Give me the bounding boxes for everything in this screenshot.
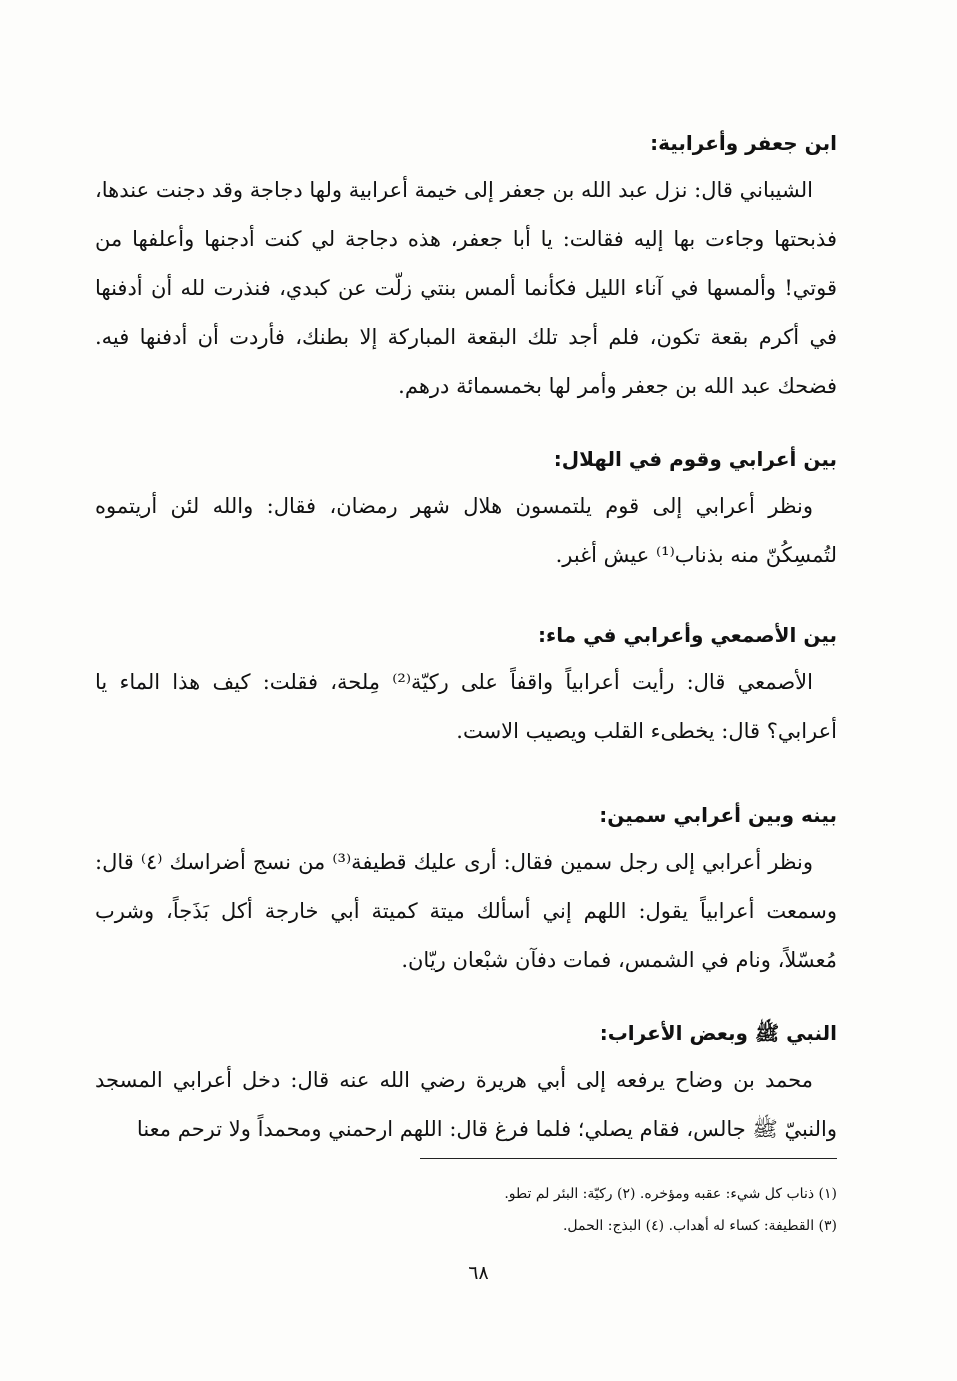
footnote-line: (١) ذناب كل شيء: عقبه ومؤخره. (٢) ركيّة: البئر لم تطو. xyxy=(504,1186,837,1202)
section-heading: بين الأصمعي وأعرابي في ماء: xyxy=(538,623,837,647)
section-heading: النبي ﷺ وبعض الأعراب: xyxy=(599,1021,837,1045)
section-ibn-jafar xyxy=(95,128,837,411)
section-text: الأصمعي قال: رأيت أعرابياً واقفاً على ركيّة⁽²⁾ مِلحة، فقلت: كيف هذا الماء يا أعرابي؟ قال: يخطىء القلب ويصيب الاست. xyxy=(95,670,837,743)
section-heading: بينه وبين أعرابي سمين: xyxy=(599,803,837,827)
footnote-divider xyxy=(420,1158,837,1159)
section-crescent xyxy=(95,444,837,580)
section-heading: ابن جعفر وأعرابية: xyxy=(650,131,837,155)
section-text: ونظر أعرابي إلى رجل سمين فقال: أرى عليك قطيفة⁽³⁾ من نسج أضراسك ⁽٤⁾ قال: وسمعت أعرابياً يقول: اللهم إني أسألك ميتة كميتة أبي خارجة أكل بَذَجاً، وشرب مُعسّلاً، ونام في الشمس، فمات دفآن شبْعان ريّان. xyxy=(95,850,837,972)
section-text: محمد بن وضاح يرفعه إلى أبي هريرة رضي الله عنه قال: دخل أعرابي المسجد والنبيّ ﷺ جالس، فقام يصلي؛ فلما فرغ قال: اللهم ارحمني ومحمداً ولا ترحم معنا xyxy=(95,1068,837,1141)
section-text: ونظر أعرابي إلى قوم يلتمسون هلال شهر رمضان، فقال: والله لئن أريتموه لتُمسِكُنّ منه بذناب⁽¹⁾ عيش أغبر. xyxy=(95,494,837,567)
page-number: ٦٨ xyxy=(468,1262,489,1284)
section-text: الشيباني قال: نزل عبد الله بن جعفر إلى خيمة أعرابية ولها دجاجة وقد دجنت عندها، فذبحتها وجاءت بها إليه فقالت: يا أبا جعفر، هذه دجاجة لي كنت أدجنها وأعلفها من قوتي! وألمسها في آناء الليل فكأنما ألمس بنتي زلّت عن كبدي، فنذرت لله أن أدفنها في أكرم بقعة تكون، فلم أجد تلك البقعة المباركة إلا بطنك، فأردت أن أدفنها فيه. فضحك عبد الله بن جعفر وأمر لها بخمسمائة درهم. xyxy=(95,178,837,398)
section-heading: بين أعرابي وقوم في الهلال: xyxy=(553,447,837,471)
section-prophet xyxy=(95,1018,837,1154)
footnotes xyxy=(420,1178,837,1242)
footnote-line: (٣) القطيفة: كساء له أهداب. (٤) البذج: الحمل. xyxy=(562,1218,837,1234)
section-asmai xyxy=(95,620,837,756)
section-fat-man xyxy=(95,800,837,985)
